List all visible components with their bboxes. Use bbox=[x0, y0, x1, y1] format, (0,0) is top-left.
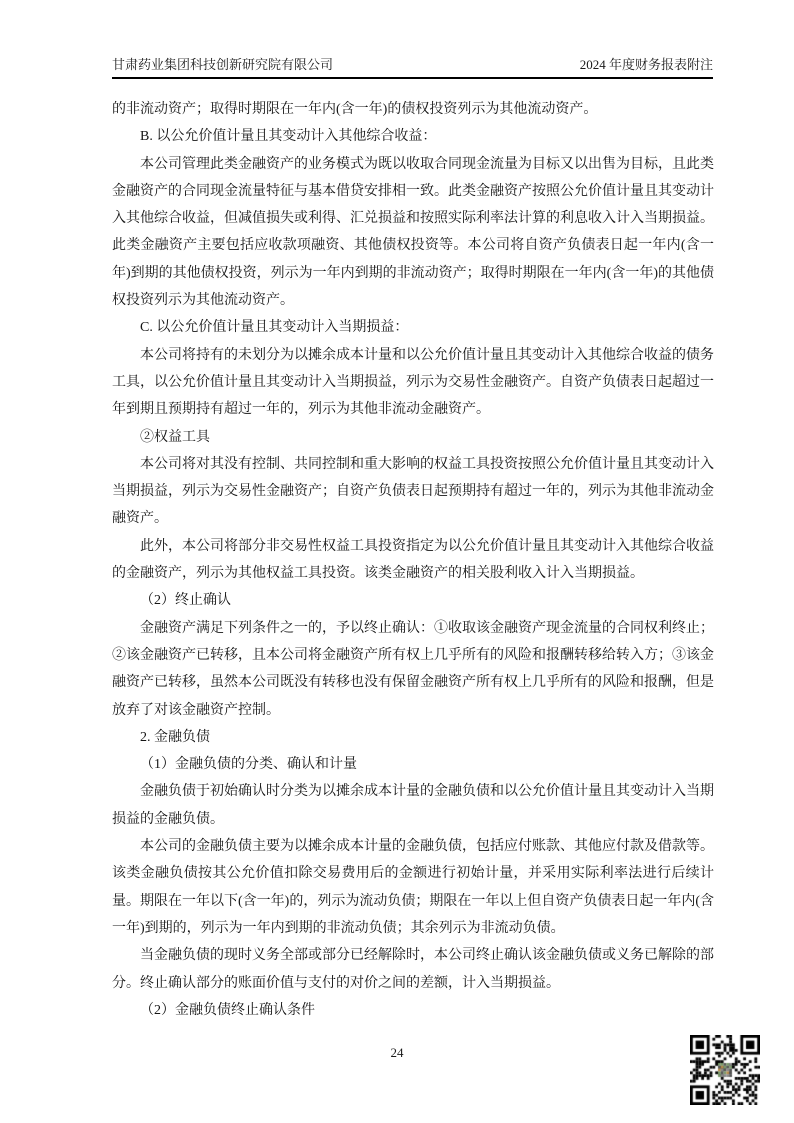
page-header bbox=[112, 57, 713, 73]
body-paragraph: B. 以公允价值计量且其变动计入其他综合收益： bbox=[140, 129, 437, 145]
body-paragraph: 本公司的金融负债主要为以摊余成本计量的金融负债，包括应付账款、其他应付款及借款等。该类金融负债按其公允价值扣除交易费用后的金额进行初始计量，并采用实际利率法进行后续计量。期限在一年以下(含一年)的，列示为流动负债；期限在一年以上但自资产负债表日起一年内(含一年)到期的，列示为一年内到期的非流动负债；其余列示为非流动负债。 bbox=[112, 839, 714, 936]
body-paragraph: 本公司管理此类金融资产的业务模式为既以收取合同现金流量为目标又以出售为目标，且此类金融资产的合同现金流量特征与基本借贷安排相一致。此类金融资产按照公允价值计量且其变动计入其他综合收益，但减值损失或利得、汇兑损益和按照实际利率法计算的利息收入计入当期损益。此类金融资产主要包括应收款项融资、其他债权投资等。本公司将自资产负债表日起一年内(含一年)到期的其他债权投资，列示为一年内到期的非流动资产；取得时期限在一年内(含一年)的其他债权投资列示为其他流动资产。 bbox=[112, 156, 714, 309]
qr-code bbox=[690, 1035, 760, 1105]
body-paragraph: 的非流动资产；取得时期限在一年内(含一年)的债权投资列示为其他流动资产。 bbox=[112, 102, 598, 117]
body-paragraph: 2. 金融负债 bbox=[140, 729, 210, 745]
body-paragraph: ②权益工具 bbox=[140, 429, 210, 445]
body-paragraph: 金融资产满足下列条件之一的，予以终止确认：①收取该金融资产现金流量的合同权利终止；②该金融资产已转移，且本公司将金融资产所有权上几乎所有的风险和报酬转移给转入方；③该金融资产已转移，虽然本公司既没有转移也没有保留金融资产所有权上几乎所有的风险和报酬，但是放弃了对该金融资产控制。 bbox=[112, 620, 714, 718]
body-paragraph: C. 以公允价值计量且其变动计入当期损益： bbox=[140, 320, 409, 336]
header-company-name: 甘肃药业集团科技创新研究院有限公司 bbox=[112, 57, 334, 72]
body-paragraph: 本公司将对其没有控制、共同控制和重大影响的权益工具投资按照公允价值计量且其变动计入当期损益，列示为交易性金融资产；自资产负债表日起预期持有超过一年的，列示为其他非流动金融资产。 bbox=[112, 456, 714, 527]
header-doc-title: 2024 年度财务报表附注 bbox=[579, 57, 713, 72]
body-paragraph: 当金融负债的现时义务全部或部分已经解除时，本公司终止确认该金融负债或义务已解除的部分。终止确认部分的账面价值与支付的对价之间的差额，计入当期损益。 bbox=[112, 948, 714, 991]
body-paragraph: 此外，本公司将部分非交易性权益工具投资指定为以公允价值计量且其变动计入其他综合收益的金融资产，列示为其他权益工具投资。该类金融资产的相关股利收入计入当期损益。 bbox=[112, 538, 714, 582]
page-number: 24 bbox=[390, 1045, 404, 1060]
document-body bbox=[112, 96, 714, 1024]
body-paragraph: （1）金融负债的分类、确认和计量 bbox=[140, 757, 357, 773]
body-paragraph: 本公司将持有的未划分为以摊余成本计量和以公允价值计量且其变动计入其他综合收益的债务工具，以公允价值计量且其变动计入当期损益，列示为交易性金融资产。自资产负债表日起超过一年到期且预期持有超过一年的，列示为其他非流动金融资产。 bbox=[112, 347, 714, 418]
header-rule bbox=[112, 77, 713, 79]
body-paragraph: 金融负债于初始确认时分类为以摊余成本计量的金融负债和以公允价值计量且其变动计入当期损益的金融负债。 bbox=[112, 784, 714, 827]
body-paragraph: （2）金融负债终止确认条件 bbox=[140, 1002, 315, 1018]
body-paragraph: （2）终止确认 bbox=[140, 593, 231, 609]
